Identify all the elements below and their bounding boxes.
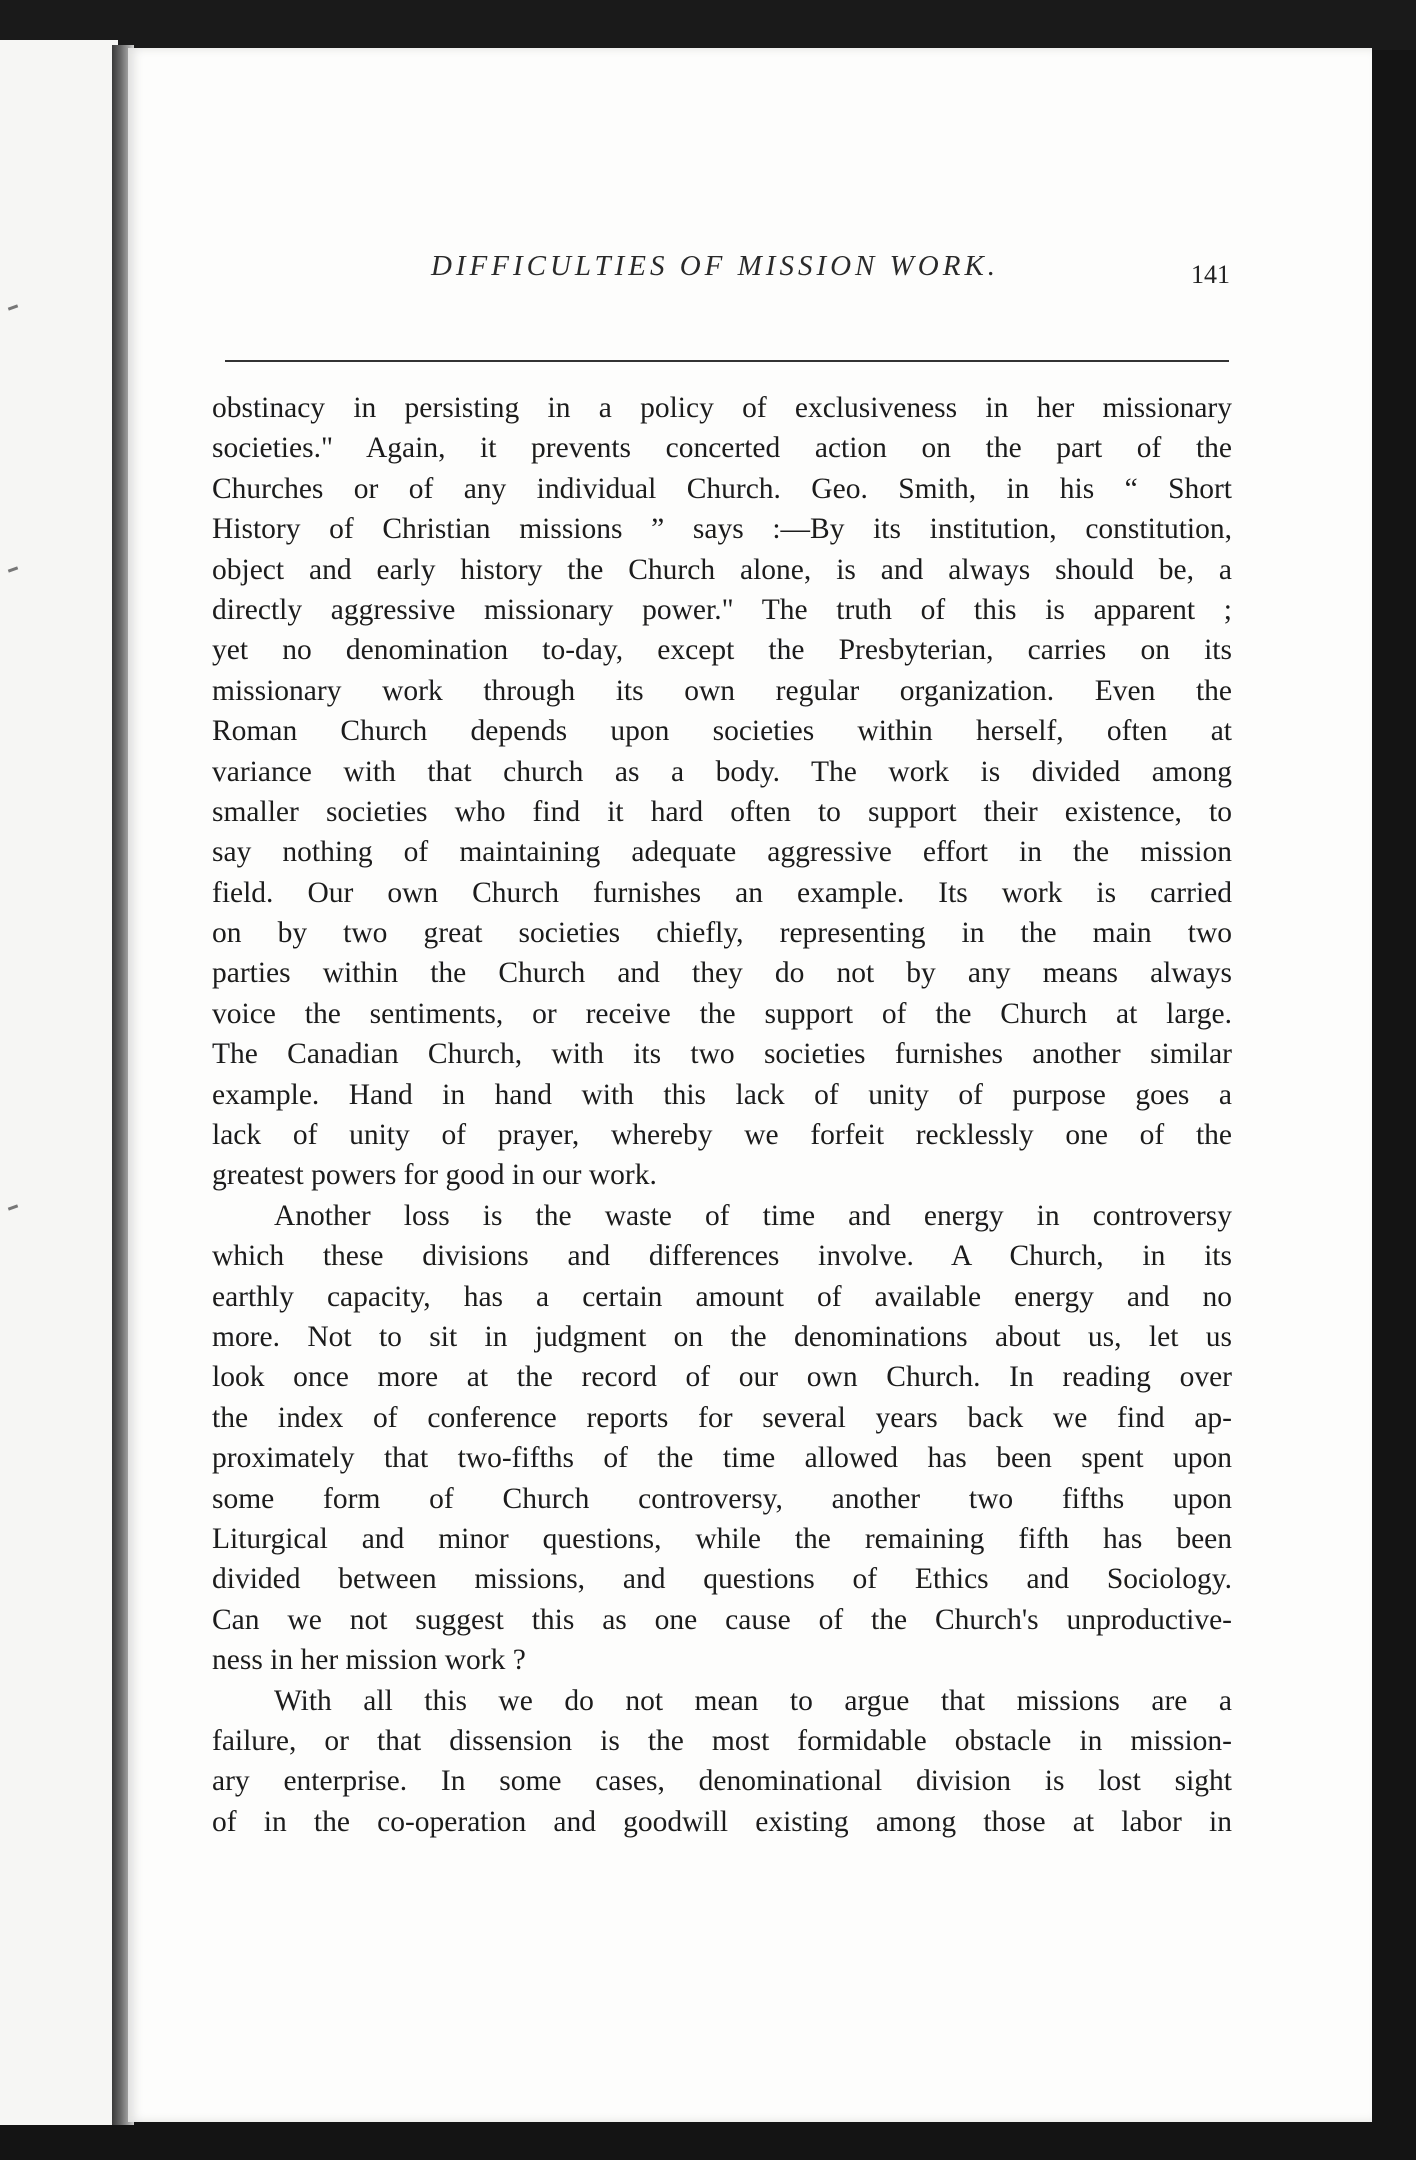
header-rule [225,360,1229,362]
text-line: more. Not to sit in judgment on the denominations about us, let us [212,1320,1232,1353]
text-line: smaller societies who find it hard often to support their existence, to [212,795,1232,828]
text-line: Roman Church depends upon societies within herself, often at [212,715,1232,748]
text-line: missionary work through its own regular organization. Even the [212,674,1232,707]
text-line: greatest powers for good in our work. [212,1159,657,1192]
page-number: 141 [1191,260,1230,289]
facing-page-edge [0,40,118,2125]
text-line: Another loss is the waste of time and energy in controversy [274,1199,1232,1232]
text-line: Liturgical and minor questions, while the remaining fifth has been [212,1522,1232,1555]
text-line: lack of unity of prayer, whereby we forfeit recklessly one of the [212,1119,1232,1152]
text-line: the index of conference reports for several years back we find ap- [212,1401,1232,1434]
text-line: societies." Again, it prevents concerted action on the part of the [212,432,1232,465]
text-line: earthly capacity, has a certain amount of available energy and no [212,1280,1232,1313]
text-line: History of Christian missions ” says :—By its institution, constitution, [212,513,1232,546]
text-line: example. Hand in hand with this lack of unity of purpose goes a [212,1078,1232,1111]
text-line: directly aggressive missionary power." The truth of this is apparent ; [212,593,1232,626]
text-line: look once more at the record of our own Church. In reading over [212,1361,1232,1394]
text-line: field. Our own Church furnishes an example. Its work is carried [212,876,1232,909]
text-line: yet no denomination to-day, except the Presbyterian, carries on its [212,634,1232,667]
text-line: which these divisions and differences involve. A Church, in its [212,1240,1232,1273]
scan-mark [8,1204,18,1210]
scan-border [0,0,1416,50]
text-line: obstinacy in persisting in a policy of exclusiveness in her missionary [212,392,1232,424]
paragraph [212,388,1232,1196]
text-line: Can we not suggest this as one cause of the Church's unproductive- [212,1603,1232,1636]
paragraph [212,1681,1232,1843]
text-line: ary enterprise. In some cases, denominational division is lost sight [212,1765,1232,1798]
text-line: parties within the Church and they do not by any means always [212,957,1232,990]
text-line: proximately that two-fifths of the time allowed has been spent upon [212,1442,1232,1475]
text-line: voice the sentiments, or receive the support of the Church at large. [212,997,1232,1030]
text-line: With all this we do not mean to argue that missions are a [274,1684,1232,1717]
text-line: Churches or of any individual Church. Geo. Smith, in his “ Short [212,472,1232,505]
text-line: ness in her mission work ? [212,1644,526,1677]
running-title: DIFFICULTIES OF MISSION WORK. [430,250,1000,282]
text-line: of in the co-operation and goodwill existing among those at labor in [212,1805,1232,1838]
text-line: object and early history the Church alone, is and always should be, a [212,553,1232,586]
scan-mark [8,566,18,572]
text-line: The Canadian Church, with its two societies furnishes another similar [212,1038,1232,1071]
body-text [212,388,1232,1842]
text-line: some form of Church controversy, another two fifths upon [212,1482,1232,1515]
page-header [330,250,1230,310]
paragraph [212,1196,1232,1681]
text-line: say nothing of maintaining adequate aggressive effort in the mission [212,836,1232,869]
text-line: divided between missions, and questions of Ethics and Sociology. [212,1563,1232,1596]
text-line: on by two great societies chiefly, representing in the main two [212,917,1232,950]
scan-mark [8,304,18,310]
text-line: variance with that church as a body. The work is divided among [212,755,1232,788]
text-line: failure, or that dissension is the most formidable obstacle in mission- [212,1724,1232,1757]
